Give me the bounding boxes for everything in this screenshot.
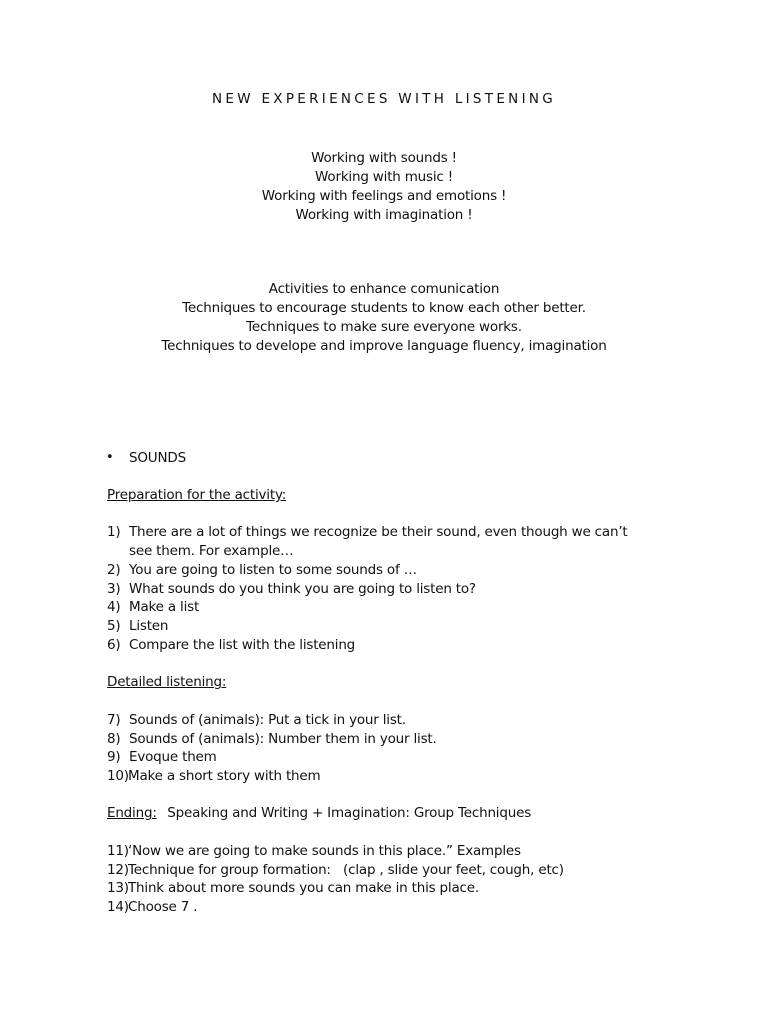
list-number: 12)	[107, 862, 129, 878]
list-item: You are going to listen to some sounds of …	[129, 562, 417, 578]
intro-block	[0, 149, 768, 225]
document-title: NEW EXPERIENCES WITH LISTENING	[211, 91, 557, 107]
section-heading: SOUNDS	[129, 450, 186, 466]
list-number: 5)	[107, 618, 121, 634]
goal-line: Techniques to encourage students to know each other better.	[182, 300, 586, 316]
list-item: Choose 7 .	[128, 899, 198, 915]
list-number: 9)	[107, 749, 121, 765]
list-number: 2)	[107, 562, 121, 578]
preparation-heading: Preparation for the activity:	[107, 487, 287, 503]
list-item: Listen	[129, 618, 169, 634]
list-item: There are a lot of things we recognize be their sound, even though we can’t	[129, 524, 628, 540]
ending-label: Ending:	[107, 805, 157, 821]
list-number: 6)	[107, 637, 121, 653]
goal-line: Activities to enhance comunication	[268, 281, 500, 297]
list-number: 11)	[107, 843, 129, 859]
goal-line: Techniques to develope and improve language fluency, imagination	[161, 338, 607, 354]
list-item: Make a list	[129, 599, 200, 615]
ending-text: Speaking and Writing + Imagination: Group Techniques	[155, 805, 532, 821]
list-number: 13)	[107, 880, 129, 896]
list-item: Think about more sounds you can make in this place.	[128, 880, 479, 896]
list-number: 10)	[107, 768, 129, 784]
list-item: ‘Now we are going to make sounds in this place.” Examples	[128, 843, 521, 859]
intro-line: Working with music !	[315, 169, 453, 185]
intro-line: Working with imagination !	[295, 207, 473, 223]
list-number: 3)	[107, 581, 121, 597]
goal-line: Techniques to make sure everyone works.	[246, 319, 522, 335]
list-number: 7)	[107, 712, 121, 728]
list-item-continuation: see them. For example…	[129, 543, 294, 559]
list-number: 8)	[107, 731, 121, 747]
list-number: 4)	[107, 599, 121, 615]
list-number: 14)	[107, 899, 129, 915]
list-item: Technique for group formation: (clap , slide your feet, cough, etc)	[128, 862, 564, 878]
list-item: Compare the list with the listening	[129, 637, 356, 653]
intro-line: Working with sounds !	[311, 150, 457, 166]
list-item: Sounds of (animals): Put a tick in your list.	[129, 712, 406, 728]
list-item: What sounds do you think you are going to listen to?	[129, 581, 476, 597]
list-item: Sounds of (animals): Number them in your list.	[129, 731, 437, 747]
intro-line: Working with feelings and emotions !	[261, 188, 507, 204]
goals-block	[0, 280, 768, 356]
list-number: 1)	[107, 524, 121, 540]
detailed-heading: Detailed listening:	[107, 674, 227, 690]
list-item: Make a short story with them	[128, 768, 321, 784]
list-item: Evoque them	[129, 749, 217, 765]
bullet-icon: •	[106, 450, 114, 465]
